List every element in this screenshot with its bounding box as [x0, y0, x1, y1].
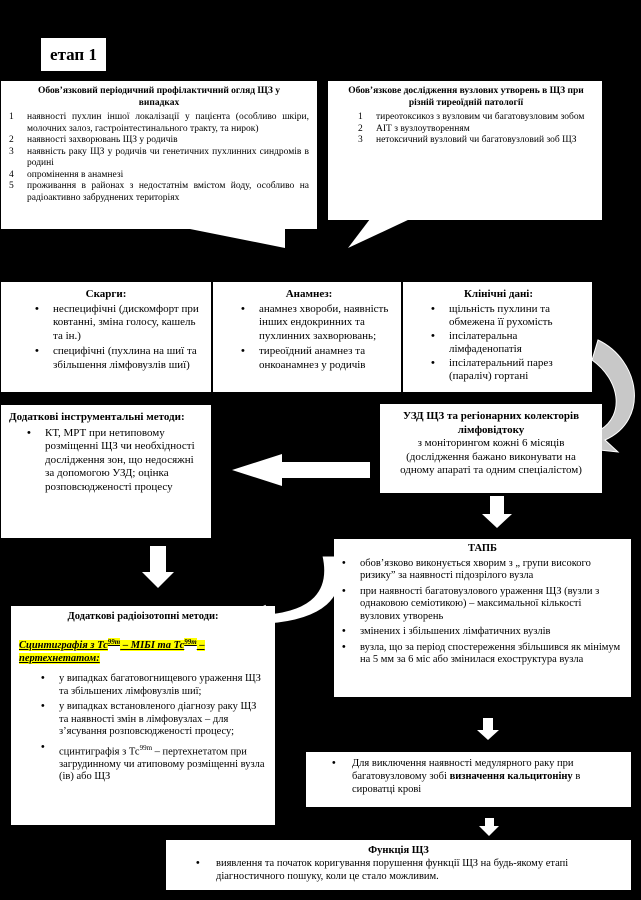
list-item: • у випадках встановленого діагнозу раку ЩЗ та наявності змін в лімфовузлах – для з’ясування розповсюдженості процесу;	[41, 701, 257, 737]
list-item: • іпсілатеральний парез (параліч) гортані	[431, 356, 553, 382]
complaints-title: Скарги:	[85, 288, 127, 300]
nodule-exam-list	[338, 112, 594, 147]
instrumental-list	[9, 427, 203, 495]
nodule-exam-title: Обов’язкове дослідження вузлових утворень в ЩЗ при різній тиреоїдній патології	[348, 86, 584, 108]
list-item: • при наявності багатовузлового ураження ЩЗ (вузли з однаковою семіотикою) – максимальної кількості вузлових утворень	[342, 585, 600, 622]
list-item: • анамнез хвороби, наявність інших ендокринних та пухлинних захворювань;	[241, 302, 389, 342]
function-box	[166, 840, 631, 890]
periodic-exam-title: Обов’язковий періодичний профілактичний огляд ЩЗ у випадках	[38, 86, 280, 108]
callout-tail-left	[185, 228, 285, 248]
list-item: 5 проживання в районах з недостатнім вмістом йоду, особливо на радіоактивно забруднених територіях	[9, 181, 309, 203]
tapb-title: ТАПБ	[468, 543, 497, 554]
list-item: • неспецифічні (дискомфорт при ковтанні, зміна голосу, кашель та ін.)	[35, 302, 199, 342]
arrow-down-calcitonin-to-function	[479, 818, 499, 836]
list-item: • сцинтиграфія з $Тс^{99m}$ – пертехнетатом при загрудинному чи атиповому розміщенні вузла (ів) або ЩЗ	[41, 741, 265, 782]
arrow-down-uzd-to-tapb	[482, 496, 512, 528]
function-item: • виявлення та початок коригування порушення функції ЩЗ на будь-якому етапі діагностичного пошуку, коли це стало можливим.	[196, 858, 569, 882]
scintigraphy-highlight: Сцинтиграфія з $Тс^{99m}$ – МІБІ та $Тс^{99m}$ – пертехнетатом:	[19, 637, 205, 664]
radioisotope-box	[11, 606, 275, 825]
clinical-title: Клінічні дані:	[463, 288, 534, 300]
tapb-box	[334, 539, 631, 697]
arrow-down-tapb-to-calcitonin	[477, 718, 499, 740]
list-item: • у випадках багатовогнищевого ураження ЩЗ та збільшених лімфовузлів шиї;	[41, 673, 261, 697]
anamnesis-list	[219, 303, 399, 373]
list-item: • щільність пухлини та обмежена її рухомість	[431, 302, 553, 328]
list-item: • специфічні (пухлина на шиї та збільшення лімфовузлів шиї)	[35, 345, 197, 371]
instrumental-title: Додаткові інструментальні методи:	[9, 411, 185, 423]
list-item: 2 наявності захворювань ЩЗ у родичів	[9, 135, 178, 145]
list-item: • змінених і збільшених лімфатичних вузлів	[342, 626, 551, 637]
list-item: 2 АІТ з вузлоутворенням	[358, 123, 470, 134]
callout-tail-right	[348, 219, 410, 248]
list-item: 4 опромінення в анамнезі	[9, 169, 124, 180]
calcitonin-box	[306, 752, 631, 807]
ultrasound-text: з моніторингом кожні 6 місяців (дослідження бажано виконувати на одному апараті та одним спеціалістом)	[400, 437, 582, 476]
clinical-list	[409, 303, 588, 384]
list-item: 3 наявність раку ЩЗ у родичів чи генетичних пухлинних синдромів в родині	[9, 146, 309, 168]
list-item: 1 наявності пухлин іншої локалізації у пацієнта (особливо шкіри, молочних залоз, гастроінтестинального тракту, та нирок)	[9, 112, 309, 134]
stage-label-text: етап 1	[50, 45, 97, 64]
list-item: • КТ, МРТ при нетиповому розміщенні ЩЗ чи необхідності дослідження зон, що недосяжні за допомогою УЗД; оцінка розповсюдженості процесу	[27, 426, 195, 493]
clinical-box	[402, 282, 592, 392]
list-item: • тиреоїдний анамнез та онкоанамнез у родичів	[241, 345, 366, 371]
arrow-left-uzd-to-instrumental	[232, 454, 370, 486]
ultrasound-box	[380, 404, 602, 493]
function-title: Функція ЩЗ	[368, 845, 429, 856]
instrumental-box	[1, 405, 211, 538]
radioisotope-list	[19, 673, 267, 784]
arrow-down-instrumental-to-radio	[142, 546, 174, 588]
nodule-exam-box	[328, 81, 602, 220]
list-item: 3 нетоксичний вузловий чи багатовузловий зоб ЩЗ	[358, 135, 577, 145]
periodic-exam-box	[1, 81, 317, 229]
ultrasound-title: УЗД ЩЗ та регіонарних колекторів лімфовідтоку	[402, 410, 580, 436]
calcitonin-item: • Для виключення наявності медулярного раку при багатовузловому зобі визначення кальцитоніну в сироватці крові	[332, 758, 581, 795]
periodic-exam-list	[9, 112, 309, 204]
list-item: • вузла, що за період спостереження збільшився як мінімум на 5 мм за 6 міс або змінилася ехоструктура вузла	[342, 641, 621, 665]
radioisotope-title: Додаткові радіоізотопні методи:	[67, 611, 219, 622]
complaints-list	[7, 303, 205, 373]
list-item: • обов’язково виконується хворим з „ групи високого ризику” за наявності підозрілого вузла	[342, 557, 591, 581]
list-item: 1 тиреотоксикоз з вузловим чи багатовузловим зобом	[358, 112, 585, 122]
tapb-list	[342, 558, 623, 667]
anamnesis-box	[212, 282, 401, 392]
complaints-box	[1, 282, 211, 392]
anamnesis-title: Анамнез:	[285, 288, 333, 300]
stage-label	[41, 38, 106, 71]
list-item: • іпсілатеральна лімфаденопатія	[431, 329, 522, 355]
